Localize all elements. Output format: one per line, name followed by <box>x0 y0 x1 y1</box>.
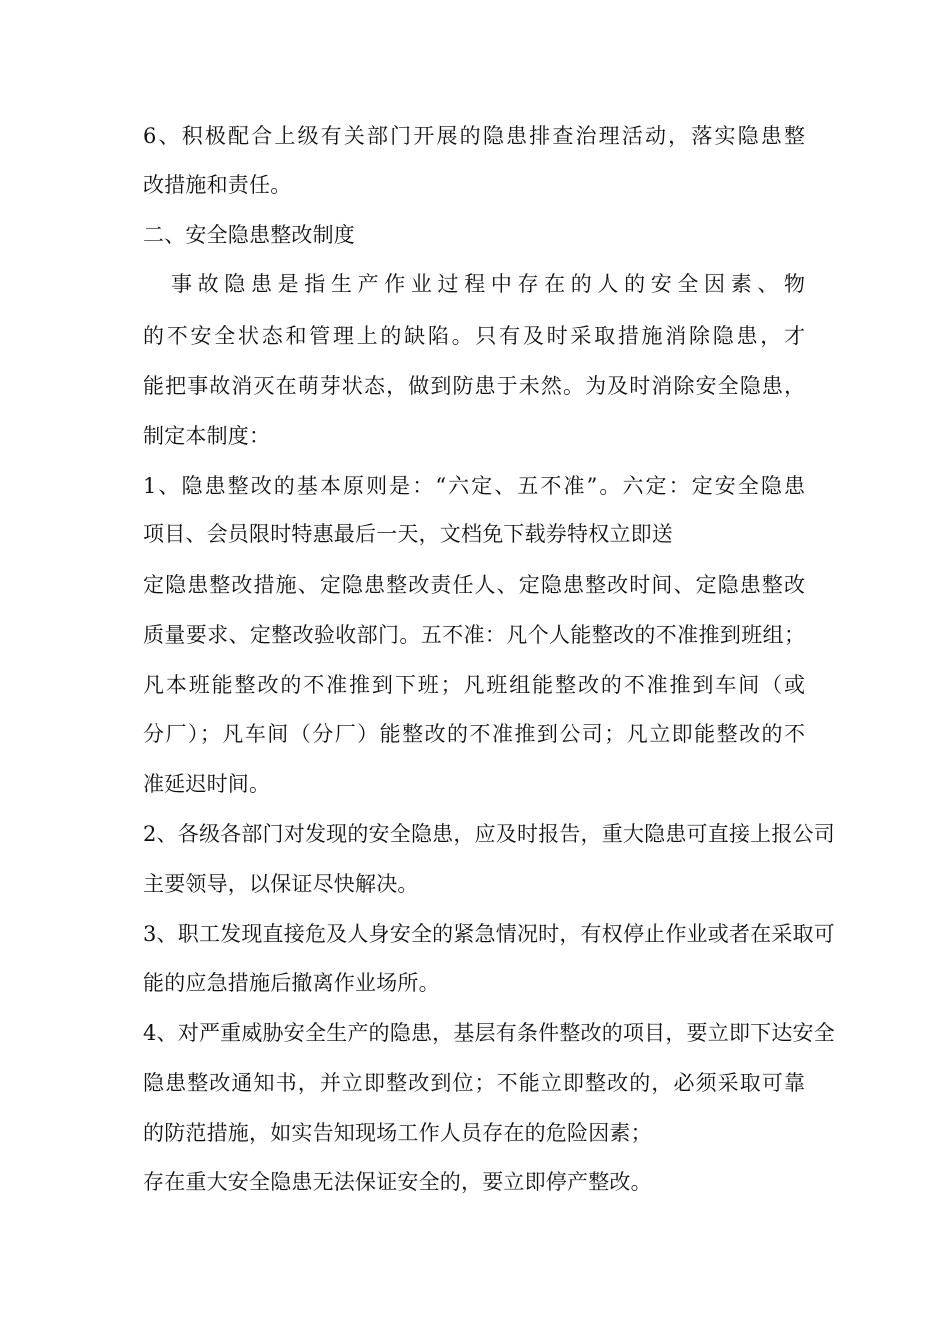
paragraph-line: 隐患整改通知书，并立即整改到位；不能立即整改的，必须采取可靠 <box>143 1071 805 1095</box>
paragraph-line: 制定本制度： <box>143 424 271 448</box>
paragraph-line: 4、对严重威胁安全生产的隐患，基层有条件整改的项目，要立即下达安全 <box>143 1021 835 1045</box>
paragraph-line: 1、隐患整改的基本原则是：“六定、五不准”。六定：定安全隐患 <box>143 474 805 498</box>
paragraph-line: 定隐患整改措施、定隐患整改责任人、定隐患整改时间、定隐患整改 <box>143 573 805 597</box>
paragraph-line: 存在重大安全隐患无法保证安全的，要立即停产整改。 <box>143 1170 652 1194</box>
paragraph-line: 事故隐患是指生产作业过程中存在的人的安全因素、物 <box>171 272 805 296</box>
paragraph-line: 的防范措施，如实告知现场工作人员存在的危险因素； <box>143 1121 652 1145</box>
paragraph-line: 改措施和责任。 <box>143 173 292 197</box>
paragraph-line: 2、各级各部门对发现的安全隐患，应及时报告，重大隐患可直接上报公司 <box>143 822 835 846</box>
paragraph-line: 的不安全状态和管理上的缺陷。只有及时采取措施消除隐患，才 <box>143 324 805 348</box>
paragraph-line: 能把事故消灭在萌芽状态，做到防患于未然。为及时消除安全隐患， <box>143 374 805 398</box>
paragraph-line: 准延迟时间。 <box>143 772 271 796</box>
paragraph-line: 分厂）；凡车间（分厂）能整改的不准推到公司；凡立即能整改的不 <box>143 722 805 746</box>
paragraph-line: 主要领导，以保证尽快解决。 <box>143 872 419 896</box>
paragraph-line: 6、积极配合上级有关部门开展的隐患排查治理活动，落实隐患整 <box>143 124 805 148</box>
section-heading: 二、安全隐患整改制度 <box>143 223 355 247</box>
paragraph-line: 凡本班能整改的不准推到下班；凡班组能整改的不准推到车间（或 <box>143 673 805 697</box>
paragraph-line: 质量要求、定整改验收部门。五不准：凡个人能整改的不准推到班组； <box>143 623 805 647</box>
paragraph-line: 能的应急措施后撤离作业场所。 <box>143 971 440 995</box>
promo-line: 项目、会员限时特惠最后一天，文档免下载券特权立即送 <box>143 522 673 546</box>
paragraph-line: 3、职工发现直接危及人身安全的紧急情况时，有权停止作业或者在采取可 <box>143 922 835 946</box>
